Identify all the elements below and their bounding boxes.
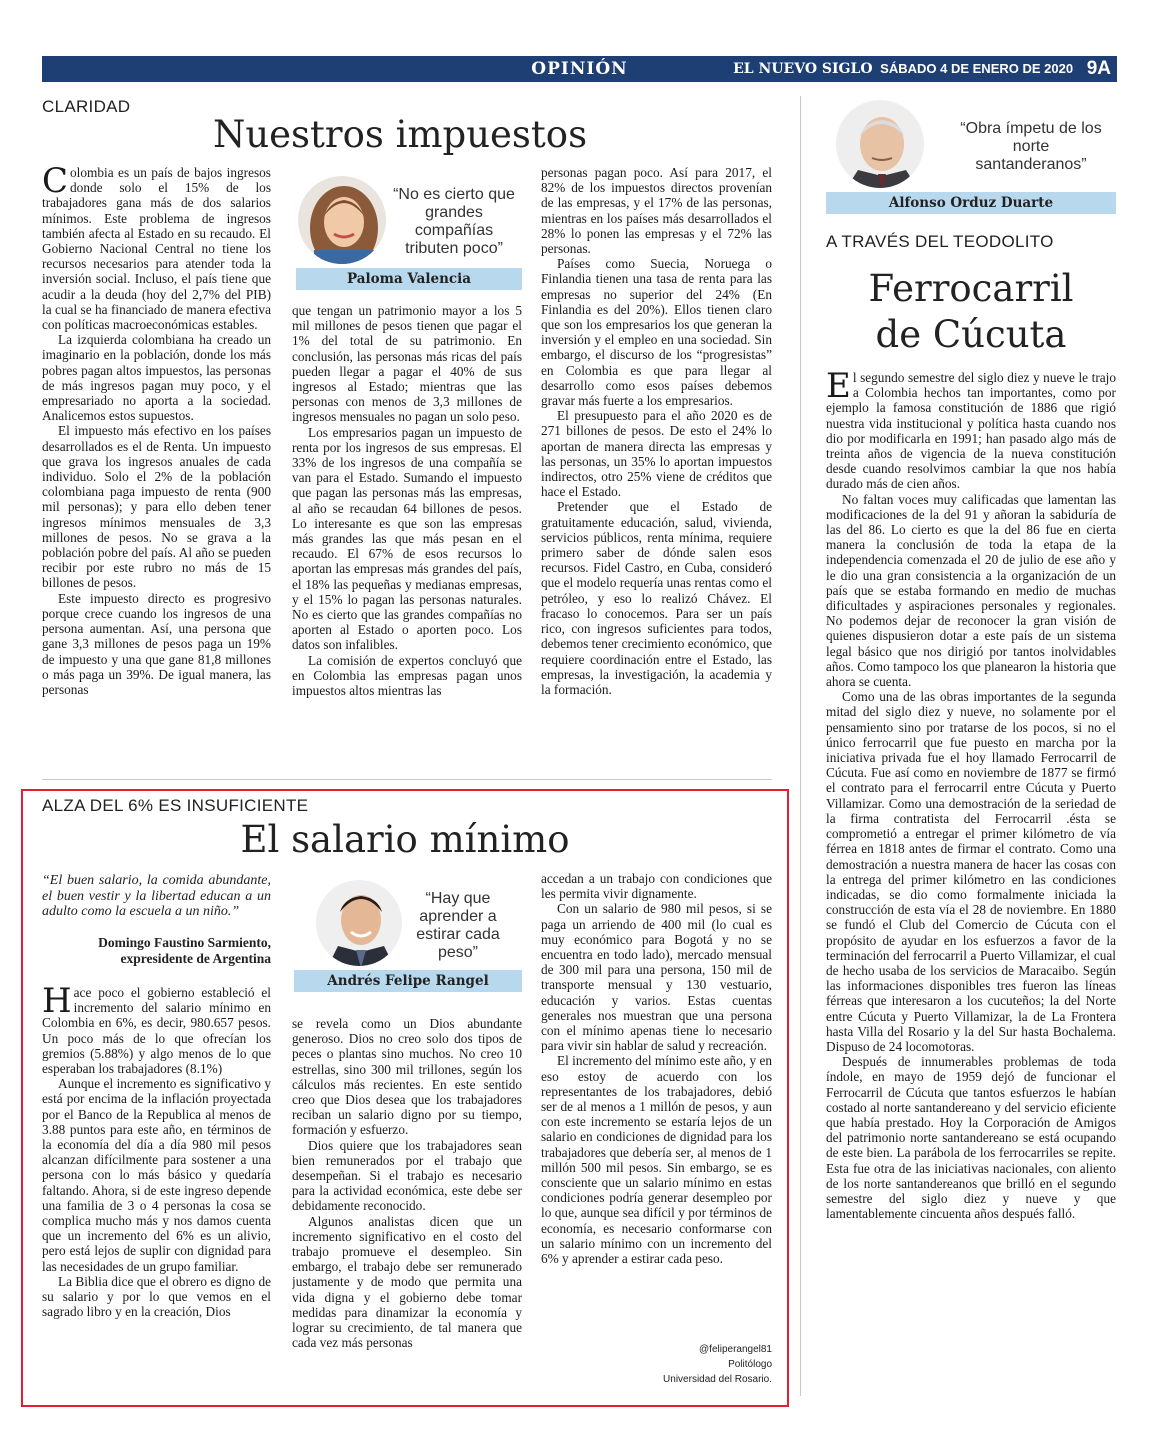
- article1-kicker: CLARIDAD: [42, 97, 131, 116]
- author-photo: [296, 174, 388, 266]
- article1-title: Nuestros impuestos: [212, 113, 588, 156]
- epigraph-quote: “El buen salario, la comida abundante, el buen vestir y la libertad educan a un adulto como la escuela a un niño.”: [42, 873, 271, 919]
- author-name: Alfonso Orduz Duarte: [826, 192, 1116, 214]
- author-box-alfonso: [826, 96, 1116, 216]
- pull-quote: “Obra ímpetu de los norte santanderanos”: [960, 120, 1102, 173]
- page-header: [42, 56, 1117, 82]
- section-divider: [42, 779, 772, 780]
- article2-title: El salario mínimo: [240, 818, 570, 861]
- article2-column-1: Hace poco el gobierno estableció el incremento del salario mínimo en Colombia en 6%, es decir, 980.657 pesos. Un poco más de lo que ofrecían los gremios (5.88%) y algo menos de lo que esperaban los trabajadores (8.1%) Aunque el incremento es significativo y está por encima de la inflación proyectada por el Banco de la Republica al menos de 3.88 puntos para este año, en términos de la economía del día a día 980 mil pesos alcanzan difícilmente para sostener a una persona con lo más básico y quedaría faltando. Ahora, si de este ingreso depende una familia de 3 o 4 personas la cosa se complica mucho más y nos damos cuenta que un incremento del 6% es un alivio, pero está lejos de suplir con dignidad para las necesidades de un grupo familiar. La Biblia dice que el obrero es digno de su salario y por lo que vemos en el sagrado libro y en la creación, Dios: [42, 985, 271, 1320]
- header-meta: [733, 56, 1111, 82]
- article2-kicker: ALZA DEL 6% ES INSUFICIENTE: [42, 796, 309, 815]
- article3-title: Ferrocarril de Cúcuta: [868, 267, 1074, 356]
- author-name: Andrés Felipe Rangel: [294, 970, 522, 992]
- author-name: Paloma Valencia: [296, 268, 522, 290]
- pull-quote: “Hay que aprender a estirar cada peso”: [416, 890, 500, 961]
- drop-cap: C: [42, 165, 69, 201]
- page-number: 9A: [1086, 58, 1111, 79]
- section-title: OPINIÓN: [531, 59, 628, 79]
- column-divider: [800, 96, 801, 1396]
- article1-column-2: que tengan un patrimonio mayor a los 5 mil millones de pesos tienen que pagar el 1% del total de su patrimonio. En conclusión, las personas más ricas del país pueden llegar a pagar el 40% de sus ingresos al Estado; mientras que las personas con menos de 3,3 millones de ingresos mensuales no pagan un solo peso. Los empresarios pagan un impuesto de renta por los ingresos de sus empresas. El 33% de los ingresos de una compañía se van para el Estado. Sumando el impuesto que pagan las personas más las empresas, al año se recaudan 64 billones de pesos. Lo interesante es que son las empresas más grandes las que más pesan en el recaudo. El 67% de esos recursos lo aportan las empresas más grandes del país, el 18% las pequeñas y medianas empresas, y el 15% lo pagan las personas naturales. No es cierto que las grandes compañías no aporten al Estado o aporten poco. Los datos son infalibles. La comisión de expertos concluyó que en Colombia las empresas pagan unos impuestos altos mientras las: [292, 303, 522, 699]
- article3-kicker: A TRAVÉS DEL TEODOLITO: [826, 232, 1054, 251]
- article2-column-3: accedan a un trabajo con condiciones que les permita vivir dignamente. Con un salario de 980 mil pesos, si se paga un arriendo de 400 mil (lo cual es muy económico para Bogotá y no se encuentra en todo lado), mercado mensual de 300 mil para una persona, 150 mil de transporte mensual y 130 vestuario, educación y varios. Estas cuentas generales nos muestran que una persona con el mínimo apenas tiene lo necesario para vivir sin hablar de salud y recreación. El incremento del mínimo este año, y en eso estoy de acuerdo con los representantes de los trabajadores, debió ser de al menos a 1 millón de pesos, y aun con este incremento se estaría lejos de un salario en condiciones de dignidad para los trabajadores que debería ser, al menos de 1 millón 500 mil pesos. Sin embargo, se es consciente que un salario mínimo en estas condiciones podría generar desempleo por lo que, aunque sea difícil y por términos de economía, es necesario conformarse con un salario mínimo con un incremento del 6% y aprender a estirar cada peso.: [541, 871, 772, 1267]
- author-photo: [834, 98, 926, 190]
- drop-cap: H: [42, 985, 72, 1021]
- author-box-paloma: [292, 172, 522, 294]
- newspaper-name: EL NUEVO SIGLO: [733, 61, 873, 77]
- author-box-andres: [292, 878, 522, 996]
- article2-column-2: se revela como un Dios abundante generoso. Dios no creo solo dos tipos de peces o plantas sino muchos. No creo 10 estrellas, sino 300 mil trillones, según los cálculos más recientes. En este sentido creo que Dios desea que los trabajadores reciban un salario digno por su tiempo, formación y esfuerzo. Dios quiere que los trabajadores sean bien remunerados por el trabajo que desempeñan. Si el trabajo es necesario para la actividad económica, este debe ser debidamente reconocido. Algunos analistas dicen que un incremento significativo en el costo del trabajo promueve el desempleo. Sin embargo, el trabajo debe ser remunerado justamente y de modo que permita una vida digna y el gobierno debe tomar medidas para dinamizar la economía y lograr su crecimiento, de tal manera que cada vez más personas: [292, 1016, 522, 1351]
- article1-column-3: personas pagan poco. Así para 2017, el 82% de los impuestos directos provenían de las empresas, y el 17% de las personas, mientras en los países más desarrollados el 28% lo ponen las empresas y el 72% las personas. Países como Suecia, Noruega o Finlandia tienen una tasa de renta para las empresas no superior del 24% (En Finlandia es del 20%). Ellos tienen claro que son los empresarios los que generan la inversión y el empleo en una sociedad. Sin embargo, el discurso de los “progresistas” en Colombia es que para llegar al desarrollo como esos países debemos gravar más fuerte a los empresarios. El presupuesto para el año 2020 es de 271 billones de pesos. De esto el 24% lo aportan de manera directa las empresas y las personas, un 35% lo aportan impuestos indirectos, otro 25% viene de créditos que hace el Estado. Pretender que el Estado de gratuitamente educación, salud, vivienda, servicios públicos, renta mínima, requiere primero saber de dónde salen esos recursos. Fidel Castro, en Cuba, consideró que el modelo requería unas rentas como el petróleo, y eso lo realizó Chávez. El fracaso lo conocemos. Para ser un país rico, con ingresos suficientes para todos, debemos tener crecimiento económico, que requiere coordinación entre el Estado, las empresas, la investigación, la academia y la formación.: [541, 165, 772, 697]
- drop-cap: E: [826, 370, 851, 406]
- epigraph-author: Domingo Faustino Sarmiento, expresidente de Argentina: [98, 935, 271, 966]
- author-photo: [314, 878, 404, 968]
- issue-date: SÁBADO 4 DE ENERO DE 2020: [880, 61, 1074, 76]
- article3-column: El segundo semestre del siglo diez y nueve le trajo a Colombia hechos tan importantes, como por ejemplo la famosa constitución de 1886 que rigió nuestra vida institucional y política hasta cuando nos dio por modificarla en 1991; han pasado algo más de treinta años de vigencia de la nueva constitución desde cuando resolvimos cambiar la que nos había durado más de cien años. No faltan voces muy calificadas que lamentan las modificaciones de la del 91 y añoran la sabiduría de las del 86. Lo cierto es que la del 86 fue en cierta manera la conclusión de toda la etapa de la independencia comenzada el 20 de julio de ese año y le dio una gran consistencia a la organización de un país que se estaba formando en medio de muchas dificultades y aspiraciones personales y regionales. No podemos dejar de reconocer la gran visión de quienes dispusieron dotar a este país de un sistema legal básico que nos dirigió por tantos inolvidables años. Como tampoco los que planearon la historia que ahora se cuenta. Como una de las obras importantes de la segunda mitad del siglo diez y nueve, no solamente por el pensamiento sino por tratarse de los pocos, si no el único ferrocarril que fue puesto en marcha por la iniciativa privada fue el hoy llamado Ferrocarril de Cúcuta. Fue así como en noviembre de 1877 se firmó el contrato para el ferrocarril entre Cúcuta y Puerto Villamizar. Como una demostración de la seriedad de la firma contratista del Ferrocarril .ésta se comprometió a entregar el primer kilómetro de vía férrea en 1818 antes de firmar el contrato. Como una demostración a nuestra manera de hacer las cosas con la entrega del primer kilómetro en las condiciones indicadas, se dio como formalmente iniciada la construcción de esta vía el 28 de noviembre. En 1880 se fundó el Club del Comercio de Cúcuta con el propósito de ayudar en los esfuerzos a favor de la terminación del ferrocarril a Puerto Villamizar, el cual de hecho usaba de los servicios de Maracaibo. Según las informaciones disponibles tres fueron las líneas férreas que interesaron a los cucuteños; la del Norte entre Cúcuta y Puerto Villamizar, la de La Frontera hasta Villa del Rosario y la del Sur hasta Bochalema. Dispuso de 24 locomotoras. Después de innumerables problemas de toda índole, en mayo de 1959 dejó de funcionar el Ferrocarril de Cúcuta que tantos esfuerzos le habían costado al norte santandereano y del servicio eficiente que había prestado. Hoy la Corporación de Amigos del patrimonio norte santandereano se está ocupando de este bien. La parábola de los ferrocarriles se repite. Esta fue otra de las iniciativas nacionales, con aliento de los norte santandereanos que brilló en el segundo semestre del siglo diez y nueve y que lamentablemente cincuenta años después falló.: [826, 370, 1116, 1222]
- author-signature: @feliperangel81 Politólogo Universidad del Rosario.: [663, 1344, 772, 1385]
- article1-column-1: Colombia es un país de bajos ingresos donde solo el 15% de los trabajadores gana más de dos salarios mínimos. Este problema de ingresos también afecta al Estado en su recaudo. El Gobierno Nacional Central no tiene los recursos necesarios para atender toda la inversión social. Incluso, el país tiene que acudir a la deuda (hoy del 2,7% del PIB) la cual se ha financiado de manera efectiva con políticas macroeconómicas estables. La izquierda colombiana ha creado un imaginario en la población, donde los más pobres pagan altos impuestos, las personas de más ingresos pagan muy poco, y el empresariado no aporta a la sociedad. Analicemos estos supuestos. El impuesto más efectivo en los países desarrollados es el de Renta. Un impuesto que grava los ingresos anuales de cada individuo. Solo el 2% de la población colombiana paga impuesto de renta (900 mil personas); y para ello deben tener ingresos mínimos mensuales de 3,3 millones de pesos. No se grava a la población pobre del país. Al año se pueden recibir por este rubro no más de 15 billones de pesos. Este impuesto directo es progresivo porque crece cuando los ingresos de una persona aumentan. Así, una persona que gane 3,3 millones de pesos paga un 19% de impuesto y una que gane 81,8 millones o más paga un 39%. De igual manera, las personas: [42, 165, 271, 697]
- pull-quote: “No es cierto que grandes compañías tributen poco”: [393, 186, 515, 257]
